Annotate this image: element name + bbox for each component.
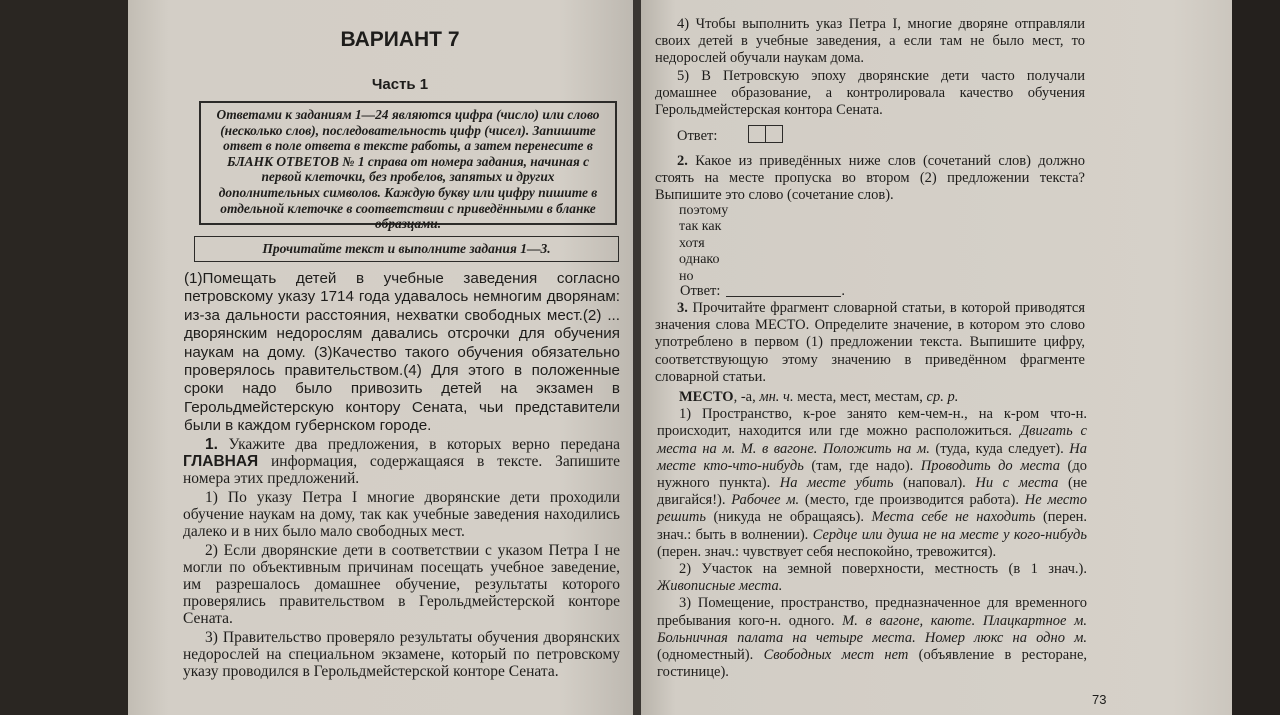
question-3-word: МЕСТО (755, 317, 806, 334)
meaning-1-example: Не место решить (657, 492, 1088, 526)
meaning-1-gloss: (наповал). (903, 475, 966, 492)
meaning-1-gloss: (там, где надо). (811, 457, 914, 474)
question-3-text-b: . Определите значение, в котором это слово употреблено в первом (1) предложении текста. Выпишите цифру, соответствующую этому значению в приведённом фрагменте словарной статьи. (655, 317, 1086, 385)
meaning-1-gloss: (не двигайся!). (657, 475, 1088, 509)
meaning-2-example: Живописные места. (657, 578, 783, 595)
answer-2-label: Ответ: (680, 283, 721, 299)
answer-1-cells[interactable] (727, 125, 783, 148)
page-number: 73 (1092, 692, 1107, 707)
meaning-3-gloss: (одноместный). (657, 647, 754, 664)
question-2-options (679, 203, 728, 285)
part-title: Часть 1 (371, 76, 429, 93)
dictionary-headword: МЕСТО (679, 389, 734, 405)
source-text: (1)Помещать детей в учебные заведения согласно петровскому указу 1714 года удавалось немногим дворянам: из-за дальности расстояния, нехватки свободных мест.(2) ... дворянским недорослям давались отсрочки для обучения наукам на дому. (3)Качество такого обучения обязательно проверялось правительством.(4) Для этого в положенные сроки надо было привозить детей на экзамен в Герольдмейстерскую контору Сената, чьи представители были в каждом губернском городе. (184, 270, 620, 435)
meaning-1-example: Места себе не находить (871, 509, 1036, 526)
meaning-2-definition: 2) Участок на земной поверхности, местность (в 1 знач.). (679, 561, 1087, 578)
question-2-option: однако (679, 252, 720, 268)
question-1-continued (655, 16, 1085, 148)
question-2-option: но (679, 268, 694, 284)
answer-1-label: Ответ: (677, 128, 718, 145)
answer-1-row (655, 125, 1085, 148)
question-1-option-4: 4) Чтобы выполнить указ Петра I, многие дворяне отправляли своих детей в учебные заведения, а если там не было мест, то недорослей обучали наукам дома. (655, 16, 1085, 67)
question-1-text-a: Укажите два предложения, в которых верно передана (228, 436, 621, 453)
dictionary-meaning-3 (657, 595, 1087, 681)
meaning-1-example: Сердце или душа не на месте у кого-нибудь (812, 526, 1087, 543)
question-1-option-5: 5) В Петровскую эпоху дворянские дети часто получали домашнее образование, а контролировала качество обучения Герольдмейстерская контора Сената. (655, 67, 1085, 119)
meaning-3-example: М. в вагоне, каюте. Плацкартное м. Больничная палата на четыре места. Номер люкс на одно м. (657, 612, 1088, 646)
meaning-3-definition: 3) Помещение, пространство, предназначенное для временного пребывания кого-н. одного. (657, 595, 1087, 629)
meaning-3-example: Свободных мест нет (763, 647, 909, 664)
variant-title: ВАРИАНТ 7 (340, 28, 460, 51)
question-2-number: 2. (677, 153, 688, 169)
meaning-1-gloss: (туда, куда следует). (935, 440, 1064, 457)
question-1-option-2: 2) Если дворянские дети в соответствии с указом Петра I не могли по объективным причинам посещать учебное заведение, им разрешалось домашнее обучение, результаты которого проверялись правительством в Герольдмейстерской конторе Сената. (183, 542, 620, 627)
read-task-box: Прочитайте текст и выполните задания 1—3. (194, 236, 619, 262)
meaning-1-definition: 1) Пространство, к-рое занято кем-чем-н., на к-ром что-н. происходит, находится или где можно расположиться. (657, 406, 1087, 440)
dictionary-forms: места, мест, местам, (797, 389, 923, 405)
question-1 (183, 436, 620, 682)
question-1-prompt (183, 436, 620, 487)
question-1-text-b: информация, содержащаяся в тексте. Запишите номера этих предложений. (183, 453, 620, 487)
question-1-option-3: 3) Правительство проверяло результаты обучения дворянских недорослей на специальном экзамене, который по петровскому указу проводился в Герольдмейстерской конторе Сената. (183, 629, 620, 680)
instructions-box: Ответами к заданиям 1—24 являются цифра (число) или слово (несколько слов), последовательность цифр (чисел). Запишите ответ в поле ответа в тексте работы, а затем перенесите в БЛАНК ОТВЕТОВ № 1 справа от номера задания, начиная с первой клеточки, без пробелов, запятых и других дополнительных символов. Каждую букву или цифру пишите в отдельной клеточке в соответствии с приведёнными в бланке образцами. (199, 101, 617, 225)
meaning-1-gloss: (до нужного пункта). (657, 457, 1088, 492)
question-1-keyword: ГЛАВНАЯ (183, 453, 259, 470)
meaning-1-gloss: (место, где производится работа). (804, 492, 1019, 509)
meaning-1-gloss: (никуда не обращаясь). (713, 509, 865, 526)
dictionary-meaning-1 (657, 406, 1087, 561)
dictionary-grammar: мн. ч. (759, 389, 794, 405)
question-3-text-a: Прочитайте фрагмент словарной статьи, в которой приводятся значения слова (655, 300, 1086, 334)
meaning-1-example: На месте кто-что-нибудь (657, 440, 1088, 474)
answer-2-line[interactable] (726, 296, 841, 297)
question-2-option: так как (679, 219, 722, 235)
meaning-3-gloss: (объявление в ресторане, гостинице). (657, 647, 1088, 681)
question-2 (655, 153, 1085, 205)
table-background (1232, 0, 1280, 715)
meaning-1-gloss: (перен. знач.: чувствует себя неспокойно, тревожится). (657, 543, 997, 560)
meaning-1-example: Ни с места (975, 475, 1059, 492)
dictionary-headword-line (657, 389, 1087, 406)
dictionary-entry (657, 389, 1087, 681)
question-2-option: хотя (679, 235, 705, 251)
meaning-1-gloss: (перен. знач.: быть в волнении). (657, 509, 1088, 543)
answer-2-end: . (841, 283, 845, 299)
meaning-1-example: На месте убить (779, 475, 894, 492)
dictionary-gender: ср. р. (926, 389, 959, 405)
dictionary-meaning-2 (657, 561, 1087, 595)
meaning-1-example: Двигать с места на м. М. в вагоне. Положить на м. (657, 423, 1087, 457)
question-3 (655, 300, 1085, 386)
question-3-number: 3. (677, 300, 688, 316)
dictionary-suffix: , -а, (733, 389, 756, 405)
book-spine (633, 0, 641, 715)
question-2-text: Какое из приведённых ниже слов (сочетаний слов) должно стоять на месте пропуска во втором (2) предложении текста? Выпишите это слово (сочетание слов). (655, 153, 1085, 204)
question-1-option-1: 1) По указу Петра I многие дворянские дети проходили обучение наукам на дому, так как учебные заведения находились далеко и в них было мало свободных мест. (183, 489, 620, 540)
answer-2-row (680, 283, 845, 300)
meaning-1-example: Проводить до места (920, 457, 1061, 474)
question-2-option: поэтому (679, 203, 729, 218)
meaning-1-example: Рабочее м. (731, 492, 800, 509)
question-1-number: 1. (205, 436, 218, 453)
